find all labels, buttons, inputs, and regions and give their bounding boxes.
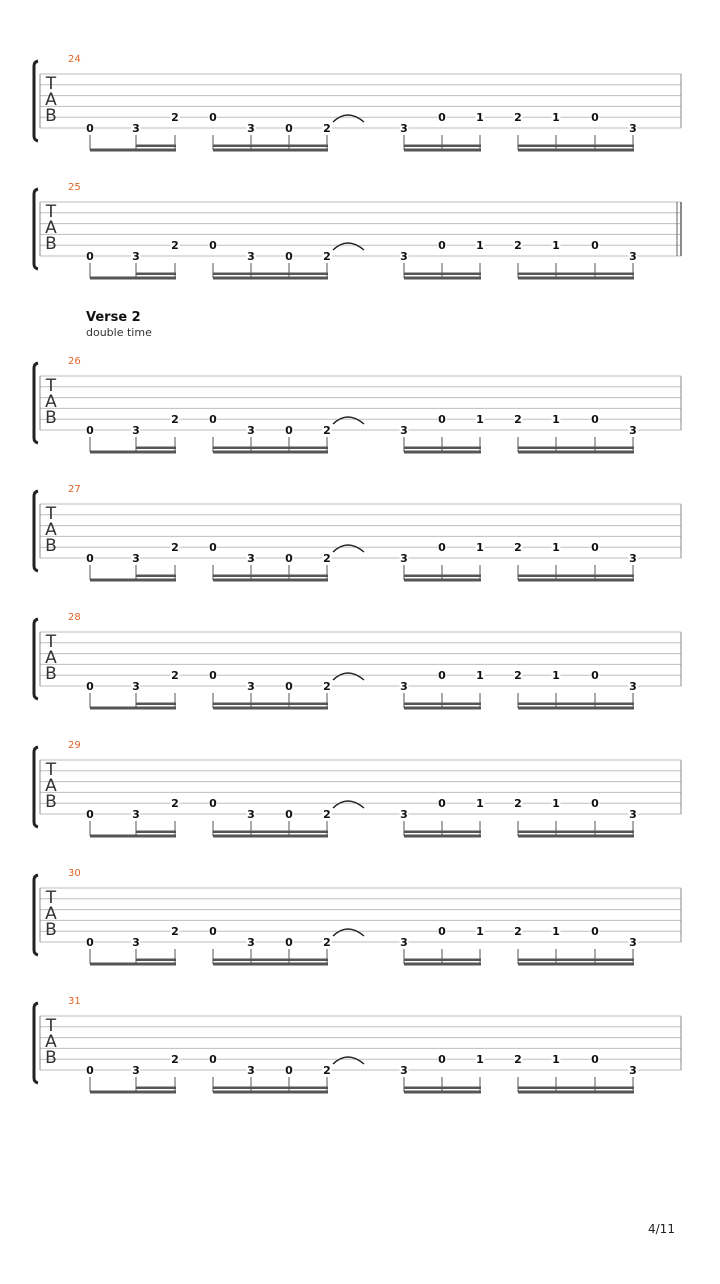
fret-number: 2	[171, 797, 179, 811]
system-bracket	[34, 491, 38, 571]
fret-number: 3	[132, 1064, 140, 1077]
fret-number: 2	[171, 1053, 179, 1067]
fret-number: 0	[285, 552, 293, 565]
fret-number: 0	[86, 424, 94, 437]
fret-number: 0	[86, 1064, 94, 1077]
tie-arc	[333, 673, 364, 680]
beam-secondary	[518, 575, 634, 578]
fret-number: 0	[438, 669, 446, 683]
beam-primary	[90, 451, 176, 454]
beam-primary	[213, 963, 328, 966]
tab-clef-letter: T	[45, 504, 57, 524]
beam-primary	[404, 579, 481, 582]
fret-number: 3	[629, 122, 637, 135]
beam-secondary	[404, 145, 481, 148]
fret-number: 3	[132, 552, 140, 565]
beam-secondary	[404, 831, 481, 834]
beam-primary	[404, 963, 481, 966]
tab-clef-letter: A	[45, 648, 57, 668]
beam-secondary	[518, 447, 634, 450]
fret-number: 1	[476, 925, 484, 939]
fret-number: 3	[247, 680, 255, 693]
fret-number: 0	[285, 936, 293, 949]
fret-number: 3	[132, 122, 140, 135]
fret-number: 3	[132, 250, 140, 263]
beam-primary	[518, 451, 634, 454]
beam-primary	[404, 1091, 481, 1094]
fret-number: 3	[247, 1064, 255, 1077]
fret-number: 0	[86, 936, 94, 949]
beam-primary	[90, 277, 176, 280]
fret-number: 3	[247, 122, 255, 135]
fret-number: 0	[438, 111, 446, 125]
tie-arc	[333, 545, 364, 552]
fret-number: 2	[514, 1053, 522, 1067]
fret-number: 2	[323, 1064, 331, 1077]
fret-number: 0	[438, 1053, 446, 1067]
section-subtitle: double time	[86, 326, 152, 339]
fret-number: 0	[209, 413, 217, 427]
fret-number: 1	[552, 1053, 560, 1067]
fret-number: 3	[400, 424, 408, 437]
fret-number: 3	[247, 808, 255, 821]
beam-secondary	[518, 1087, 634, 1090]
system-bracket	[34, 1003, 38, 1083]
beam-primary	[213, 835, 328, 838]
fret-number: 3	[132, 808, 140, 821]
beam-secondary	[136, 1087, 176, 1090]
fret-number: 3	[400, 936, 408, 949]
beam-primary	[213, 149, 328, 152]
fret-number: 0	[285, 122, 293, 135]
beam-secondary	[404, 575, 481, 578]
fret-number: 0	[209, 1053, 217, 1067]
fret-number: 2	[171, 541, 179, 555]
fret-number: 3	[400, 680, 408, 693]
fret-number: 1	[476, 239, 484, 253]
beam-secondary	[136, 273, 176, 276]
beam-primary	[90, 963, 176, 966]
fret-number: 0	[591, 1053, 599, 1067]
fret-number: 0	[591, 111, 599, 125]
fret-number: 1	[476, 541, 484, 555]
fret-number: 0	[438, 541, 446, 555]
beam-secondary	[518, 959, 634, 962]
fret-number: 0	[209, 111, 217, 125]
beam-secondary	[404, 959, 481, 962]
fret-number: 0	[209, 669, 217, 683]
beam-secondary	[136, 145, 176, 148]
beam-secondary	[213, 1087, 328, 1090]
fret-number: 3	[247, 936, 255, 949]
beam-primary	[90, 835, 176, 838]
tab-clef-letter: B	[45, 536, 57, 556]
fret-number: 1	[476, 413, 484, 427]
beam-secondary	[404, 447, 481, 450]
measure-number: 25	[68, 182, 81, 193]
tab-clef-letter: T	[45, 1016, 57, 1036]
measure-number: 27	[68, 484, 81, 495]
tab-clef-letter: A	[45, 218, 57, 238]
tab-clef-letter: A	[45, 1032, 57, 1052]
fret-number: 0	[86, 680, 94, 693]
fret-number: 3	[400, 808, 408, 821]
tie-arc	[333, 417, 364, 424]
beam-primary	[518, 579, 634, 582]
fret-number: 0	[86, 122, 94, 135]
fret-number: 1	[552, 239, 560, 253]
fret-number: 0	[438, 797, 446, 811]
tab-clef-letter: B	[45, 792, 57, 812]
fret-number: 0	[285, 1064, 293, 1077]
fret-number: 3	[400, 552, 408, 565]
fret-number: 0	[591, 413, 599, 427]
fret-number: 2	[323, 936, 331, 949]
beam-secondary	[213, 447, 328, 450]
fret-number: 2	[514, 797, 522, 811]
tab-clef-letter: B	[45, 1048, 57, 1068]
beam-primary	[213, 451, 328, 454]
tab-system	[34, 54, 681, 152]
page-number: 4/11	[648, 1222, 675, 1236]
measure-number: 24	[68, 54, 81, 65]
beam-secondary	[136, 703, 176, 706]
tab-clef-letter: T	[45, 74, 57, 94]
beam-secondary	[404, 273, 481, 276]
tab-clef-letter: A	[45, 520, 57, 540]
beam-secondary	[136, 575, 176, 578]
tab-system	[34, 484, 681, 582]
fret-number: 3	[629, 936, 637, 949]
tab-clef-letter: B	[45, 920, 57, 940]
system-bracket	[34, 61, 38, 141]
fret-number: 3	[629, 250, 637, 263]
fret-number: 0	[438, 925, 446, 939]
fret-number: 2	[514, 239, 522, 253]
fret-number: 1	[552, 925, 560, 939]
tab-clef-letter: T	[45, 760, 57, 780]
fret-number: 0	[285, 424, 293, 437]
beam-secondary	[518, 831, 634, 834]
fret-number: 1	[476, 669, 484, 683]
tab-clef-letter: B	[45, 234, 57, 254]
tab-clef-letter: A	[45, 904, 57, 924]
beam-secondary	[136, 447, 176, 450]
fret-number: 0	[591, 239, 599, 253]
fret-number: 2	[171, 239, 179, 253]
beam-primary	[90, 1091, 176, 1094]
measure-number: 29	[68, 740, 81, 751]
beam-secondary	[518, 703, 634, 706]
measure-number: 28	[68, 612, 81, 623]
fret-number: 0	[86, 808, 94, 821]
fret-number: 0	[591, 797, 599, 811]
beam-secondary	[404, 703, 481, 706]
fret-number: 1	[476, 111, 484, 125]
fret-number: 2	[514, 111, 522, 125]
fret-number: 0	[209, 239, 217, 253]
tab-system	[34, 996, 681, 1094]
beam-secondary	[136, 831, 176, 834]
beam-primary	[404, 149, 481, 152]
measure-number: 26	[68, 356, 81, 367]
fret-number: 2	[514, 925, 522, 939]
beam-primary	[518, 277, 634, 280]
fret-number: 0	[591, 925, 599, 939]
beam-primary	[90, 707, 176, 710]
tab-clef-letter: T	[45, 888, 57, 908]
fret-number: 2	[171, 925, 179, 939]
beam-primary	[404, 707, 481, 710]
tie-arc	[333, 801, 364, 808]
beam-primary	[213, 277, 328, 280]
fret-number: 2	[171, 669, 179, 683]
beam-primary	[404, 835, 481, 838]
beam-primary	[213, 579, 328, 582]
tab-clef-letter: T	[45, 376, 57, 396]
fret-number: 0	[209, 541, 217, 555]
measure-number: 31	[68, 996, 81, 1007]
fret-number: 2	[323, 250, 331, 263]
fret-number: 1	[476, 1053, 484, 1067]
fret-number: 2	[514, 669, 522, 683]
fret-number: 3	[132, 680, 140, 693]
fret-number: 1	[552, 541, 560, 555]
fret-number: 3	[247, 250, 255, 263]
fret-number: 0	[591, 669, 599, 683]
beam-primary	[518, 963, 634, 966]
tie-arc	[333, 243, 364, 250]
fret-number: 3	[132, 424, 140, 437]
fret-number: 2	[323, 424, 331, 437]
tab-clef-letter: B	[45, 408, 57, 428]
tab-clef-letter: A	[45, 90, 57, 110]
beam-secondary	[518, 273, 634, 276]
fret-number: 3	[629, 424, 637, 437]
beam-primary	[90, 579, 176, 582]
fret-number: 1	[552, 797, 560, 811]
section-title: Verse 2	[86, 310, 141, 325]
beam-primary	[518, 1091, 634, 1094]
fret-number: 2	[323, 680, 331, 693]
tab-clef-letter: T	[45, 202, 57, 222]
beam-secondary	[213, 575, 328, 578]
tab-system	[34, 740, 681, 838]
beam-primary	[213, 707, 328, 710]
fret-number: 2	[171, 111, 179, 125]
beam-secondary	[213, 145, 328, 148]
beam-secondary	[136, 959, 176, 962]
fret-number: 2	[323, 552, 331, 565]
fret-number: 2	[514, 413, 522, 427]
fret-number: 3	[132, 936, 140, 949]
tab-clef-letter: T	[45, 632, 57, 652]
beam-secondary	[213, 831, 328, 834]
system-bracket	[34, 747, 38, 827]
beam-primary	[404, 277, 481, 280]
fret-number: 0	[285, 680, 293, 693]
fret-number: 3	[629, 808, 637, 821]
fret-number: 0	[86, 552, 94, 565]
beam-primary	[90, 149, 176, 152]
fret-number: 3	[247, 552, 255, 565]
tab-clef-letter: B	[45, 106, 57, 126]
fret-number: 1	[552, 413, 560, 427]
tab-system	[34, 868, 681, 966]
tab-clef-letter: A	[45, 776, 57, 796]
fret-number: 0	[209, 797, 217, 811]
system-bracket	[34, 189, 38, 269]
beam-secondary	[404, 1087, 481, 1090]
system-bracket	[34, 619, 38, 699]
measure-number: 30	[68, 868, 81, 879]
beam-primary	[213, 1091, 328, 1094]
beam-primary	[404, 451, 481, 454]
fret-number: 3	[629, 1064, 637, 1077]
tab-clef-letter: B	[45, 664, 57, 684]
tie-arc	[333, 929, 364, 936]
fret-number: 2	[171, 413, 179, 427]
tab-system	[34, 612, 681, 710]
fret-number: 0	[438, 239, 446, 253]
tab-system	[34, 182, 681, 280]
beam-secondary	[213, 273, 328, 276]
fret-number: 3	[400, 250, 408, 263]
fret-number: 2	[323, 808, 331, 821]
fret-number: 0	[438, 413, 446, 427]
beam-primary	[518, 707, 634, 710]
tab-clef-letter: A	[45, 392, 57, 412]
fret-number: 0	[591, 541, 599, 555]
tie-arc	[333, 115, 364, 122]
fret-number: 2	[323, 122, 331, 135]
fret-number: 0	[209, 925, 217, 939]
fret-number: 2	[514, 541, 522, 555]
fret-number: 0	[86, 250, 94, 263]
fret-number: 0	[285, 808, 293, 821]
tab-system	[34, 356, 681, 454]
fret-number: 3	[400, 1064, 408, 1077]
fret-number: 3	[400, 122, 408, 135]
beam-secondary	[213, 703, 328, 706]
fret-number: 1	[476, 797, 484, 811]
fret-number: 3	[247, 424, 255, 437]
fret-number: 3	[629, 552, 637, 565]
fret-number: 1	[552, 669, 560, 683]
beam-primary	[518, 149, 634, 152]
fret-number: 0	[285, 250, 293, 263]
beam-secondary	[213, 959, 328, 962]
system-bracket	[34, 363, 38, 443]
fret-number: 3	[629, 680, 637, 693]
beam-secondary	[518, 145, 634, 148]
system-bracket	[34, 875, 38, 955]
fret-number: 1	[552, 111, 560, 125]
tie-arc	[333, 1057, 364, 1064]
beam-primary	[518, 835, 634, 838]
